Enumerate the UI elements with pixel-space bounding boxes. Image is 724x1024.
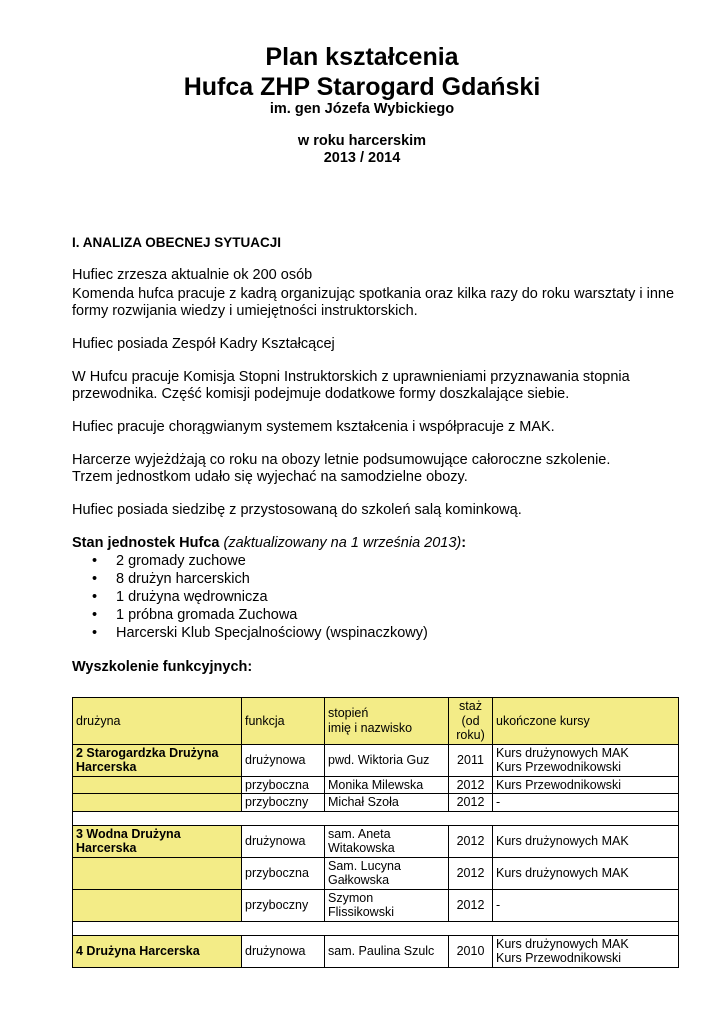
- unit-name-line2: Harcerska: [76, 760, 137, 774]
- header-rank: [325, 698, 449, 745]
- units-list: [72, 552, 682, 642]
- person-cell: pwd. Wiktoria Guz: [325, 744, 449, 776]
- section-analysis: [72, 234, 682, 688]
- list-item: • Harcerski Klub Specjalnościowy (wspinaczkowy): [116, 624, 682, 642]
- role-cell: przyboczny: [242, 889, 325, 921]
- list-item: • 1 próbna gromada Zuchowa: [116, 606, 682, 624]
- units-note: (zaktualizowany na 1 września 2013): [223, 535, 462, 551]
- list-item: • 1 drużyna wędrownicza: [116, 588, 682, 606]
- header-since-line3: roku): [456, 728, 485, 742]
- table-spacer-row: [73, 921, 679, 935]
- course-line1: Kurs drużynowych MAK: [496, 745, 629, 760]
- courses-cell: [493, 935, 679, 967]
- doc-title-line1: Plan kształcenia: [265, 43, 459, 71]
- courses-cell: Kurs drużynowych MAK: [493, 825, 679, 857]
- year-cell: 2012: [449, 857, 493, 889]
- table-row: [73, 776, 679, 794]
- courses-cell: Kurs Przewodnikowski: [493, 776, 679, 794]
- paragraph-command: Komenda hufca pracuje z kadrą organizując spotkania oraz kilka razy do roku warsztaty i inne formy rozwijania wiedzy i umiejętności instruktorskich.: [72, 286, 675, 319]
- table-spacer-row: [73, 811, 679, 825]
- paragraph-members: Hufiec zrzesza aktualnie ok 200 osób: [72, 267, 313, 283]
- role-cell: drużynowa: [242, 825, 325, 857]
- training-heading: Wyszkolenie funkcyjnych:: [72, 659, 253, 675]
- unit-name-line1: 2 Starogardzka Drużyna: [76, 745, 219, 760]
- doc-year-line2: 2013 / 2014: [323, 150, 401, 166]
- list-item: • 8 drużyn harcerskich: [116, 570, 682, 588]
- courses-cell: -: [493, 794, 679, 812]
- paragraph-system: Hufiec pracuje chorągwianym systemem kształcenia i współpracuje z MAK.: [72, 419, 555, 435]
- units-heading: [72, 535, 682, 552]
- role-cell: przyboczna: [242, 776, 325, 794]
- table-row: [73, 857, 679, 889]
- header-unit: drużyna: [73, 698, 242, 745]
- person-line2: Witakowska: [328, 841, 395, 855]
- paragraph-commission: W Hufcu pracuje Komisja Stopni Instruktorskich z uprawnieniami przyznawania stopnia przewodnika. Część komisji podejmuje dodatkowe formy doszkalające siebie.: [72, 369, 630, 402]
- unit-name-line2: Harcerska: [76, 841, 137, 855]
- table-header-row: [73, 698, 679, 745]
- table-row: [73, 889, 679, 921]
- unit-cell: [73, 794, 242, 812]
- header-since-line2: (od: [461, 713, 480, 728]
- paragraph-camps-line2: Trzem jednostkom udało się wyjechać na samodzielne obozy.: [72, 469, 468, 485]
- units-label: Stan jednostek Hufca: [72, 535, 220, 551]
- course-line2: Kurs Przewodnikowski: [496, 951, 622, 965]
- role-cell: przyboczny: [242, 794, 325, 812]
- person-cell: Monika Milewska: [325, 776, 449, 794]
- header-role: funkcja: [242, 698, 325, 745]
- person-line2: Flissikowski: [328, 905, 394, 919]
- year-cell: 2012: [449, 776, 493, 794]
- role-cell: drużynowa: [242, 935, 325, 967]
- unit-cell: [73, 776, 242, 794]
- courses-cell: -: [493, 889, 679, 921]
- person-cell: [325, 889, 449, 921]
- year-cell: 2012: [449, 889, 493, 921]
- unit-cell: [73, 857, 242, 889]
- spacer-cell: [73, 921, 679, 935]
- training-table: [72, 697, 679, 968]
- list-item: • 2 gromady zuchowe: [116, 552, 682, 570]
- unit-name-line1: 3 Wodna Drużyna: [76, 826, 181, 841]
- spacer-cell: [73, 811, 679, 825]
- courses-cell: Kurs drużynowych MAK: [493, 857, 679, 889]
- person-cell: Michał Szoła: [325, 794, 449, 812]
- person-line1: Sam. Lucyna: [328, 858, 401, 873]
- header-since: [449, 698, 493, 745]
- table-row: [73, 825, 679, 857]
- units-colon: :: [461, 535, 467, 551]
- person-cell: [325, 825, 449, 857]
- doc-year-line1: w roku harcerskim: [297, 133, 427, 149]
- person-line1: Szymon: [328, 890, 374, 905]
- person-line2: Gałkowska: [328, 873, 390, 887]
- table-row: [73, 794, 679, 812]
- year-cell: 2010: [449, 935, 493, 967]
- role-cell: przyboczna: [242, 857, 325, 889]
- header-since-line1: staż: [459, 699, 482, 713]
- table-row: [73, 935, 679, 967]
- person-cell: sam. Paulina Szulc: [325, 935, 449, 967]
- paragraph-camps-line1: Harcerze wyjeżdżają co roku na obozy letnie podsumowujące całoroczne szkolenie.: [72, 452, 611, 468]
- year-cell: 2012: [449, 794, 493, 812]
- paragraph-team: Hufiec posiada Zespół Kadry Kształcącej: [72, 336, 335, 352]
- unit-cell: [73, 825, 242, 857]
- courses-cell: [493, 744, 679, 776]
- person-line1: sam. Aneta: [328, 826, 391, 841]
- paragraph-camps: [72, 452, 682, 486]
- section-heading: I. ANALIZA OBECNEJ SYTUACJI: [72, 235, 282, 250]
- paragraph-seat: Hufiec posiada siedzibę z przystosowaną do szkoleń salą kominkową.: [72, 502, 522, 518]
- header-rank-line2: imię i nazwisko: [328, 720, 413, 735]
- unit-cell: [73, 744, 242, 776]
- person-cell: [325, 857, 449, 889]
- table-row: [73, 744, 679, 776]
- course-line2: Kurs Przewodnikowski: [496, 760, 622, 774]
- role-cell: drużynowa: [242, 744, 325, 776]
- unit-cell: 4 Drużyna Harcerska: [73, 935, 242, 967]
- header-rank-line1: stopień: [328, 706, 369, 721]
- year-cell: 2012: [449, 825, 493, 857]
- course-line1: Kurs drużynowych MAK: [496, 936, 629, 951]
- header-courses: ukończone kursy: [493, 698, 679, 745]
- unit-cell: [73, 889, 242, 921]
- doc-subtitle: im. gen Józefa Wybickiego: [269, 101, 455, 117]
- doc-title-line2: Hufca ZHP Starogard Gdański: [183, 73, 541, 101]
- year-cell: 2011: [449, 744, 493, 776]
